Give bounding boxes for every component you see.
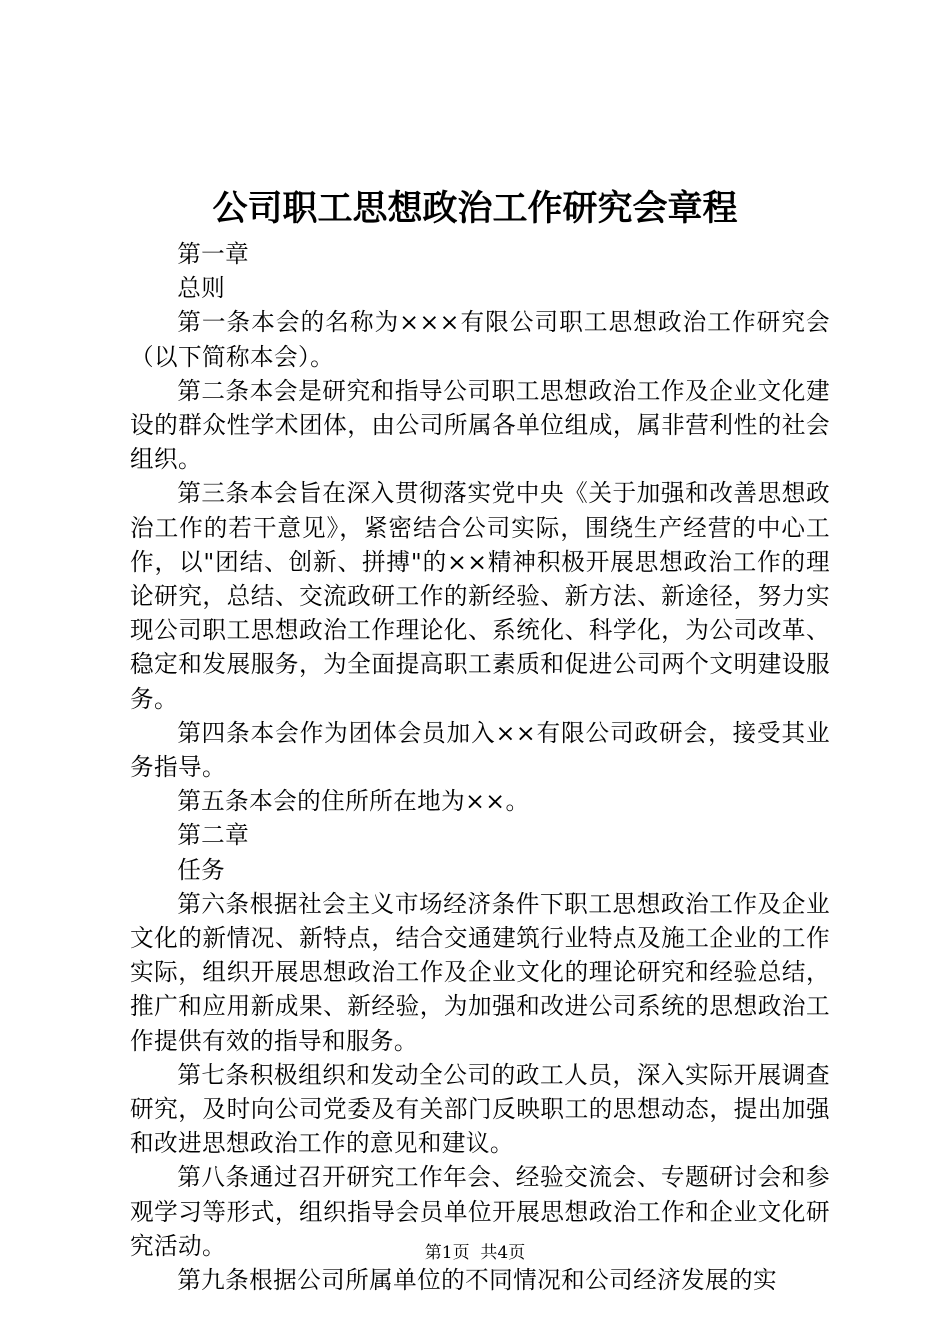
chapter-name: 任务 bbox=[177, 855, 226, 884]
article-paragraph: 第五条本会的住所所在地为××。 bbox=[177, 787, 530, 816]
article-paragraph: 第八条通过召开研究工作年会、经验交流会、专题研讨会和参观学习等形式，组织指导会员单位开展思想政治工作和企业文化研究活动。 bbox=[130, 1163, 830, 1260]
chapter-heading: 第一章 bbox=[177, 240, 250, 268]
article-paragraph: 第七条积极组织和发动全公司的政工人员，深入实际开展调查研究，及时向公司党委及有关部门反映职工的思想动态，提出加强和改进思想政治工作的意见和建议。 bbox=[130, 1060, 830, 1158]
article-paragraph: 第二条本会是研究和指导公司职工思想政治工作及企业文化建设的群众性学术团体，由公司所属各单位组成，属非营利性的社会组织。 bbox=[130, 376, 830, 474]
article-paragraph: 第九条根据公司所属单位的不同情况和公司经济发展的实 bbox=[177, 1266, 778, 1295]
chapter-heading: 第二章 bbox=[177, 821, 250, 850]
article-paragraph: 第六条根据社会主义市场经济条件下职工思想政治工作及企业文化的新情况、新特点，结合交通建筑行业特点及施工企业的工作实际，组织开展思想政治工作及企业文化的理论研究和经验总结，推广和应用新成果、新经验，为加强和改进公司系统的思想政治工作提供有效的指导和服务。 bbox=[130, 889, 830, 1055]
article-paragraph: 第四条本会作为团体会员加入××有限公司政研会，接受其业务指导。 bbox=[130, 718, 830, 782]
document-body bbox=[130, 237, 830, 1297]
page-footer: 第1页 共4页 bbox=[424, 1243, 526, 1263]
chapter-name: 总则 bbox=[177, 274, 226, 303]
document-title: 公司职工思想政治工作研究会章程 bbox=[212, 188, 738, 229]
article-paragraph: 第三条本会旨在深入贯彻落实党中央《关于加强和改善思想政治工作的若干意见》，紧密结合公司实际，围绕生产经营的中心工作，以"团结、创新、拼搏"的××精神积极开展思想政治工作的理论研究，总结、交流政研工作的新经验、新方法、新途径，努力实现公司职工思想政治工作理论化、系统化、科学化，为公司改革、稳定和发展服务，为全面提高职工素质和促进公司两个文明建设服务。 bbox=[130, 479, 830, 713]
article-paragraph: 第一条本会的名称为×××有限公司职工思想政治工作研究会（以下简称本会）。 bbox=[130, 308, 830, 371]
